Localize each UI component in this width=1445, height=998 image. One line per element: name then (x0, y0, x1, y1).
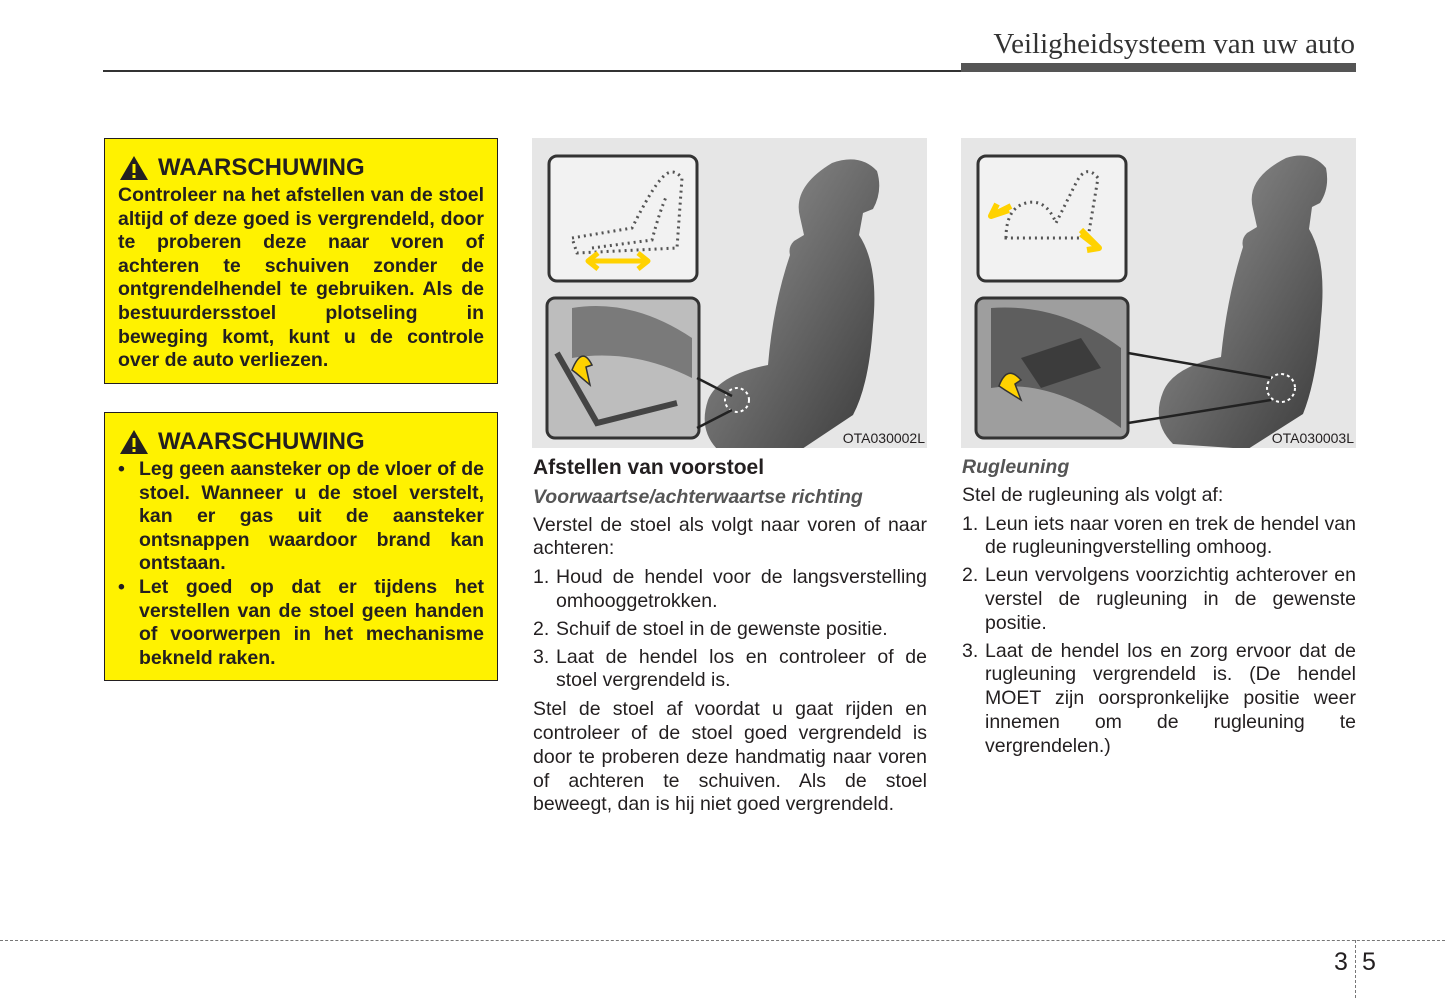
backrest-intro: Stel de rugleuning als volgt af: (962, 483, 1224, 506)
step-item: 1. Houd de hendel voor de langsverstelling omhooggetrokken. (533, 566, 927, 612)
page-number: 5 (1362, 948, 1376, 976)
warning-triangle-icon (118, 428, 150, 456)
seat-steps (533, 566, 927, 693)
figure-backrest (961, 138, 1356, 448)
section-outro: Stel de stoel af voordat u gaat rijden en controleer of de stoel goed vergrendeld is door te proberen deze handmatig naar voren of achteren te schuiven. Als de stoel beweegt, dan is hij niet goed vergrendeld. (533, 698, 927, 816)
warning-list (118, 458, 484, 670)
figure-code: OTA030003L (1271, 430, 1354, 446)
chapter-number: 3 (1334, 948, 1348, 976)
warning-box-lighter (104, 412, 498, 681)
step-item: 3. Laat de hendel los en zorg ervoor dat de rugleuning vergrendeld is. (De hendel MOET zijn oorspronkelijke positie weer innemen om de rugleuning te vergrendelen.) (962, 639, 1356, 757)
backrest-section (962, 456, 1356, 764)
page-number-separator (1355, 940, 1356, 998)
warning-item: • Let goed op dat er tijdens het verstellen van de stoel geen handen of voorwerpen in het mechanisme bekneld raken. (118, 576, 484, 670)
seat-slide-illustration (532, 138, 927, 448)
header-rule (103, 70, 961, 72)
warning-title: WAARSCHUWING (158, 428, 365, 455)
section-subtitle: Voorwaartse/achterwaartse richting (533, 485, 863, 508)
warning-text: Controleer na het afstellen van de stoel altijd of deze goed is vergrendeld, door te proberen deze naar voren of achteren te schuiven zonder de ontgrendelhendel te gebruiken. Als de bestuurdersstoel plotseling in beweging komt, kunt u de controle over de auto verliezen. (118, 184, 484, 372)
warning-heading (118, 427, 484, 457)
figure-seat-slide (532, 138, 927, 448)
step-item: 1. Leun iets naar voren en trek de hendel van de rugleuningverstelling omhoog. (962, 512, 1356, 559)
header-bar (961, 63, 1356, 72)
warning-box-lock (104, 138, 498, 384)
chapter-title: Veiligheidsysteem van uw auto (993, 28, 1355, 60)
step-item: 2. Leun vervolgens voorzichtig achterover en verstel de rugleuning in de gewenste positie. (962, 564, 1356, 634)
seat-adjust-section (533, 456, 927, 822)
backrest-title: Rugleuning (962, 456, 1070, 478)
step-item: 2. Schuif de stoel in de gewenste positie. (533, 617, 888, 640)
warning-triangle-icon (118, 154, 150, 182)
footer-rule (0, 940, 1445, 941)
figure-code: OTA030002L (842, 430, 925, 446)
step-item: 3. Laat de hendel los en controleer of de stoel vergrendeld is. (533, 645, 927, 692)
section-title: Afstellen van voorstoel (533, 456, 765, 479)
warning-title: WAARSCHUWING (158, 154, 365, 181)
warning-heading (118, 153, 484, 183)
backrest-steps (962, 513, 1356, 759)
backrest-illustration (961, 138, 1356, 448)
warning-item: • Leg geen aansteker op de vloer of de stoel. Wanneer u de stoel verstelt, kan er gas uit de aansteker ontsnappen waardoor brand kan ontstaan. (118, 458, 484, 576)
section-intro: Verstel de stoel als volgt naar voren of naar achteren: (533, 513, 927, 560)
